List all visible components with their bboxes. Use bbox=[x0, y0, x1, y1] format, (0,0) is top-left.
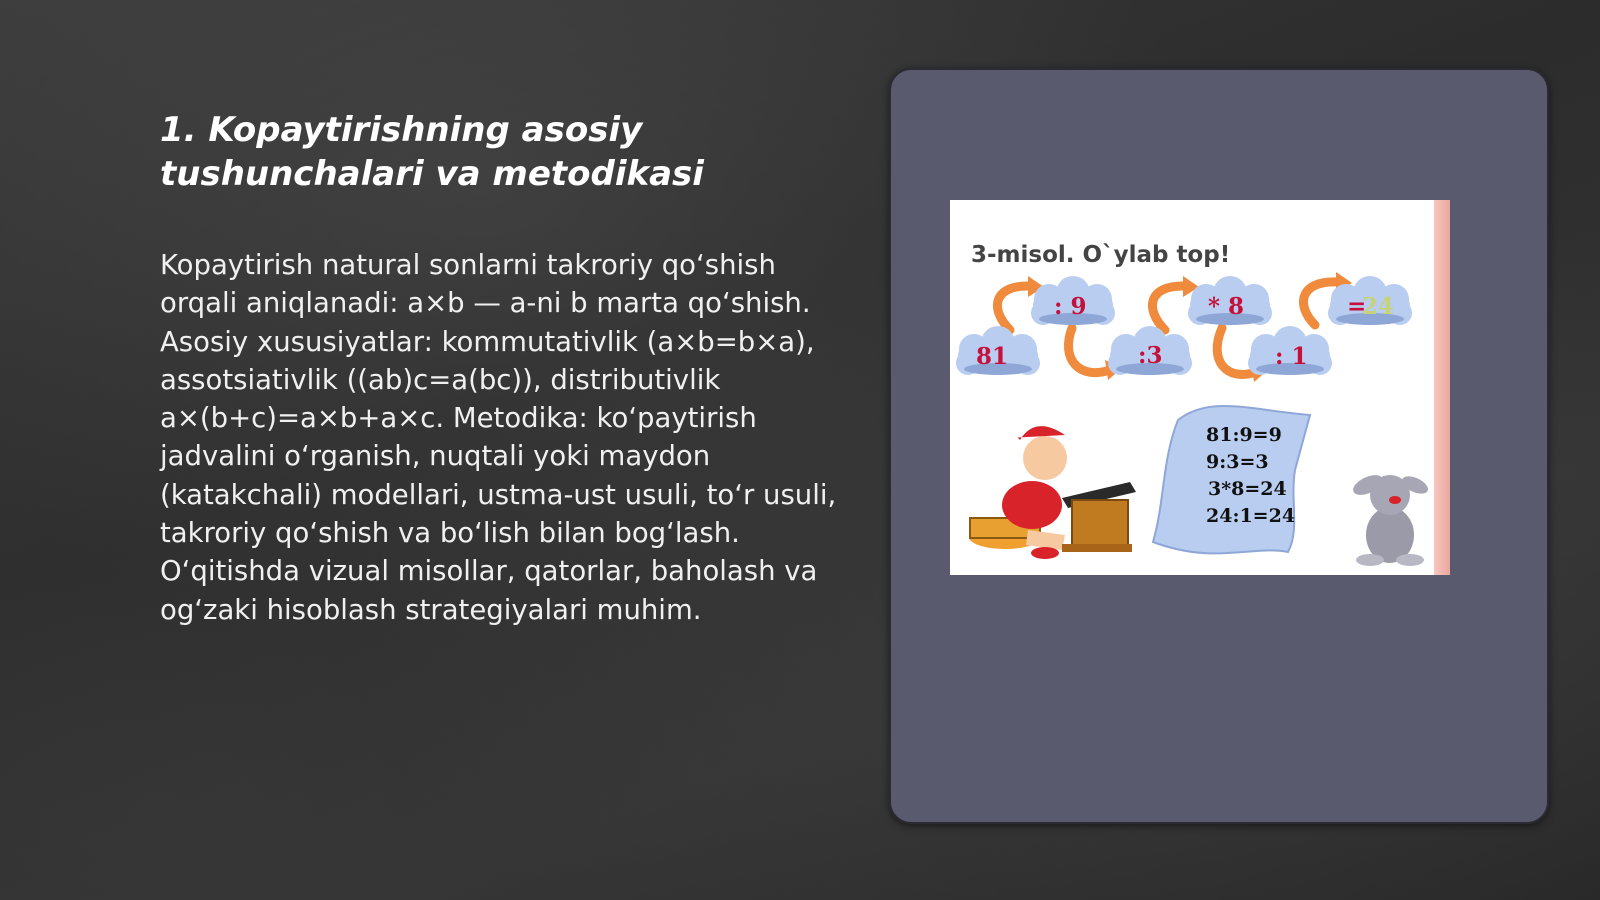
cloud-operation-4: : 1 bbox=[1275, 343, 1308, 370]
slide-title: 1. Kopaytirishning asosiy tushunchalari va metodikasi bbox=[160, 110, 704, 194]
arrow-icon bbox=[997, 286, 1030, 330]
picture-edge-stripe bbox=[1434, 200, 1450, 575]
slide-body-text: Kopaytirish natural sonlarni takroriy qo‘shish orqali aniqlanadi: a×b — a-ni b marta qo‘shish. Asosiy xususiyatlar: kommutativlik (a×b=b×a), assotsiativlik ((ab)c=a(bc)), distributivlik a×(b+c)=a×b+a×c. Metodika: ko‘paytirish jadvalini o‘rganish, nuqtali yoki maydon (katakchali) modellari, ustma-ust usuli, to‘r usuli, takroriy qo‘shish va bo‘lish bilan bog‘lash. O‘qitishda vizual misollar, qatorlar, baholash va og‘zaki hisoblash strategiyalari muhim. bbox=[160, 249, 837, 626]
exercise-heading: 3-misol. O`ylab top! bbox=[971, 242, 1231, 268]
cloud-result-sign: = bbox=[1347, 293, 1367, 320]
scroll-equation-3: 3*8=24 bbox=[1208, 478, 1287, 500]
scroll-equation-1: 81:9=9 bbox=[1206, 424, 1282, 446]
exercise-picture bbox=[950, 200, 1450, 575]
cloud-operation-2: :3 bbox=[1138, 342, 1163, 369]
child-at-desk-icon bbox=[969, 426, 1136, 559]
cloud-result-number: 24 bbox=[1362, 293, 1395, 320]
scroll-equation-4: 24:1=24 bbox=[1206, 505, 1296, 527]
arrow-icon bbox=[1068, 328, 1110, 373]
cloud-operation-3: * 8 bbox=[1208, 293, 1245, 320]
bunny-icon bbox=[1350, 471, 1431, 566]
scroll-equation-2: 9:3=3 bbox=[1206, 451, 1269, 473]
cloud-operation-1: : 9 bbox=[1054, 293, 1087, 320]
arrow-icon bbox=[1152, 286, 1185, 330]
cloud-start-number: 81 bbox=[976, 343, 1009, 370]
